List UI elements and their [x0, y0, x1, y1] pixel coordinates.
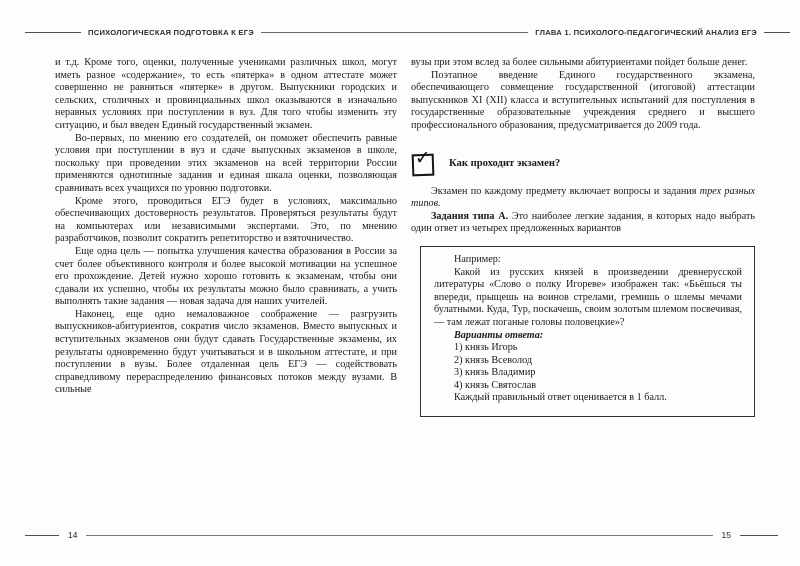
right-page-header: ГЛАВА 1. ПСИХОЛОГО-ПЕДАГОГИЧЕСКИЙ АНАЛИЗ ЕГЭ — [535, 28, 757, 37]
example-label: Например: — [454, 253, 501, 265]
header-rule-right — [764, 32, 790, 33]
answer-option: 4) князь Святослав — [454, 379, 537, 391]
answer-option: 2) князь Всеволод — [454, 354, 533, 366]
example-question: Какой из русских князей в произведении древнерусской литературы «Слово о полку Игореве» изображен так: «Бьёшься ты впереди, прыщешь на воинов стрелами, гремишь о шлемы мечами булатными. Куда, Тур, поскачешь, своим золотым шлемом посвечивая, — там лежат поганые головы половецкие»? — [434, 266, 742, 328]
answer-option: 3) князь Владимир — [454, 367, 536, 379]
right-page-number: 15 — [721, 530, 731, 540]
left-page-number: 14 — [68, 530, 78, 540]
checked-checkbox-icon — [412, 146, 435, 176]
section-heading — [411, 146, 755, 176]
left-page-text — [55, 57, 397, 397]
running-head — [0, 28, 800, 37]
page-footer — [0, 530, 800, 540]
footer-rule-middle — [86, 535, 712, 536]
task-type-a-text: Это наиболее легкие задания, в которых надо выбрать один ответ из четырех предложенных вариантов — [411, 210, 755, 235]
footer-rule-left — [25, 535, 59, 536]
paragraph: Во-первых, по мнению его создателей, он поможет обеспечить равные условия при поступлении в вуз и сдаче выпускных экзаменов в школе, поскольку при проведении этих экзаменов на всей территории России применяются однотипные задания и единая шкала оценки, позволяющая сравнивать всех учащихся по уровню подготовки. — [55, 132, 397, 194]
check-icon: ✓ — [414, 146, 432, 169]
answer-option: 1) князь Игорь — [454, 342, 518, 354]
intro-italic-phrase: трех разных типов. — [411, 185, 755, 210]
left-page-header: ПСИХОЛОГИЧЕСКАЯ ПОДГОТОВКА К ЕГЭ — [88, 28, 254, 37]
paragraph: вузы при этом вслед за более сильными абитуриентами пойдет больше денег. — [411, 57, 748, 68]
paragraph: и т.д. Кроме того, оценки, полученные учениками различных школ, могут иметь разное «содержание», то есть «пятерка» в одном аттестате может совершенно не равняться «пятерке» в другом. Выпускники городских и сельских, столичных и провинциальных школ оказываются в изначально неравных условиях при поступлении в вуз. Для того чтобы изменить эту ситуацию, и был введен Единый государственный экзамен. — [55, 57, 397, 131]
header-rule-middle — [261, 32, 528, 33]
example-box — [420, 246, 755, 417]
paragraph: Кроме этого, проводиться ЕГЭ будет в условиях, максимально обеспечивающих достоверность результатов. Проверяться результаты будут на компьютерах или независимыми экспертами. Это, по мнению разработчиков, позволит сократить репетиторство и взяточничество. — [55, 195, 397, 245]
paragraph: Еще одна цель — попытка улучшения качества образования в России за счет более объективного контроля и более высокой мотивации на успешное его прохождение. Детей нужно хорошо готовить к экзаменам, чтобы они сдавали их успешно, чтобы их результаты можно было сравнивать, а учить выполнять такие задания — новая задача для наших учителей. — [55, 245, 397, 308]
task-type-a-label: Задания типа А. — [431, 210, 509, 222]
section-intro — [411, 186, 755, 211]
footer-rule-right — [740, 535, 778, 536]
paragraph: Поэтапное введение Единого государственного экзамена, обеспечивающего совмещение государственной (итоговой) аттестации выпускников XI (XII) класса и вступительных испытаний для поступления в государственные образовательные учреждения среднего и высшего профессионального образования, предусматривается до 2009 года. — [411, 69, 755, 131]
scoring-note: Каждый правильный ответ оценивается в 1 балл. — [454, 392, 667, 404]
section-title: Как проходит экзамен? — [449, 157, 561, 169]
right-page-text — [411, 57, 755, 417]
options-label: Варианты ответа: — [454, 329, 544, 341]
paragraph: Наконец, еще одно немаловажное соображение — разгрузить выпускников-абитуриентов, сократив число экзаменов. Вместо выпускных и вступительных экзаменов они будут сдавать Государственные экзамены, их результаты одновременно будут учитываться и в школьном аттестате, и при поступлении в вузы. Более отдаленная цель ЕГЭ — содействовать справедливому перераспределению финансовых потоков между вузами. В сильные — [55, 308, 397, 396]
header-rule-left — [25, 32, 81, 33]
task-type-a-paragraph — [411, 211, 755, 236]
intro-text: Экзамен по каждому предмету включает вопросы и задания — [431, 185, 700, 197]
